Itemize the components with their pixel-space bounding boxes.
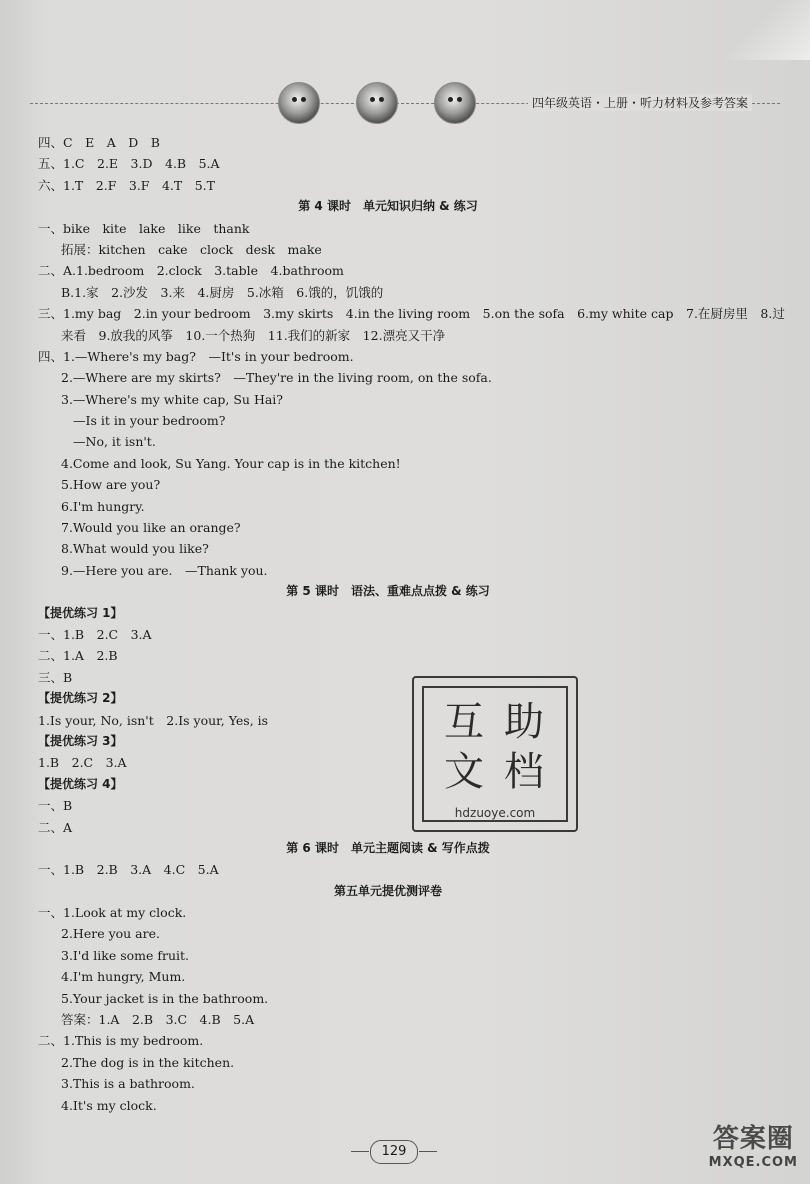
answer-line: 2.—Where are my skirts? —They're in the living room, on the sofa. [61, 370, 492, 386]
answer-line: 四、C E A D B [38, 135, 160, 150]
exercise-label: 【提优练习 4】 [38, 776, 123, 791]
stamp-char: 互 [444, 699, 484, 745]
stamp-char: 文 [444, 749, 484, 795]
answer-line: 三、1.my bag 2.in your bedroom 3.my skirts 4.in the living room 5.on the sofa 6.my white cap 7.在厨房里 8.过 [38, 306, 785, 322]
answer-line: 六、1.T 2.F 3.F 4.T 5.T [38, 177, 215, 193]
answer-line: 4.Come and look, Su Yang. Your cap is in the kitchen! [61, 455, 401, 471]
answer-line: 2.Here you are. [61, 926, 160, 942]
section-heading: 第 6 课时 单元主题阅读 & 写作点拨 [286, 840, 490, 855]
page-number: 129 [370, 1140, 418, 1164]
header-decoration-icon [434, 82, 476, 124]
answer-line: B.1.家 2.沙发 3.来 4.厨房 5.冰箱 6.饿的，饥饿的 [61, 284, 384, 300]
answer-line: 来看 9.放我的风筝 10.一个热狗 11.我们的新家 12.漂亮又干净 [61, 327, 446, 343]
header-decoration-icon [278, 82, 320, 124]
stamp-char: 档 [504, 749, 544, 795]
answer-line: 3.I'd like some fruit. [61, 947, 190, 963]
site-watermark [709, 1118, 798, 1170]
exercise-label: 【提优练习 3】 [38, 733, 123, 748]
answer-line: 5.How are you? [61, 477, 161, 493]
answer-line: 7.Would you like an orange? [61, 520, 241, 536]
answer-line: 5.Your jacket is in the bathroom. [61, 990, 269, 1006]
answer-line: 答案：1.A 2.B 3.C 4.B 5.A [61, 1012, 255, 1028]
answer-content [38, 132, 785, 1116]
answer-line: 1.B 2.C 3.A [38, 755, 127, 771]
answer-line: 4.It's my clock. [61, 1097, 157, 1113]
section-heading: 第 4 课时 单元知识归纳 & 练习 [298, 199, 478, 214]
exercise-label: 【提优练习 2】 [38, 691, 123, 706]
answer-line: 一、bike kite lake like thank [38, 220, 250, 236]
answer-line: 1.Is your, No, isn't 2.Is your, Yes, is [38, 712, 269, 728]
exercise-label: 【提优练习 1】 [38, 605, 123, 620]
answer-line: —No, it isn't. [73, 434, 156, 450]
stamp-url: hdzuoye.com [454, 806, 536, 820]
header-decoration-icon [356, 82, 398, 124]
page-corner-shade [720, 0, 810, 60]
answer-line: 二、A [38, 819, 73, 835]
answer-line: 8.What would you like? [61, 541, 209, 557]
answer-line: 拓展：kitchen cake clock desk make [61, 241, 322, 257]
section-heading: 第 5 课时 语法、重难点点拨 & 练习 [286, 584, 490, 599]
answer-line: 4.I'm hungry, Mum. [61, 969, 186, 985]
answer-line: 五、1.C 2.E 3.D 4.B 5.A [38, 156, 220, 172]
answer-line: —Is it in your bedroom? [73, 413, 226, 429]
answer-line: 二、A.1.bedroom 2.clock 3.table 4.bathroom [38, 263, 344, 279]
answer-line: 三、B [38, 669, 73, 685]
answer-line: 一、B [38, 798, 73, 814]
answer-line: 3.—Where's my white cap, Su Hai? [61, 391, 283, 407]
section-heading: 第五单元提优测评卷 [333, 883, 442, 898]
answer-line: 四、1.—Where's my bag? —It's in your bedroom. [38, 348, 354, 364]
answer-line: 9.—Here you are. —Thank you. [61, 562, 268, 578]
watermark-logo-text: 答案圈 [712, 1124, 794, 1154]
answer-line: 一、1.Look at my clock. [38, 905, 187, 921]
answer-line: 6.I'm hungry. [61, 498, 145, 514]
answer-line: 3.This is a bathroom. [61, 1076, 195, 1092]
answer-line: 二、1.A 2.B [38, 648, 118, 664]
answer-line: 二、1.This is my bedroom. [38, 1033, 204, 1049]
stamp-char: 助 [504, 699, 544, 745]
watermark-url: MXQE.COM [708, 1155, 798, 1170]
answer-line: 一、1.B 2.B 3.A 4.C 5.A [38, 862, 219, 878]
watermark-stamp [412, 676, 578, 832]
answer-line: 一、1.B 2.C 3.A [38, 626, 152, 642]
answer-line: 2.The dog is in the kitchen. [61, 1054, 235, 1070]
header-title: 四年级英语・上册・听力材料及参考答案 [528, 94, 752, 111]
